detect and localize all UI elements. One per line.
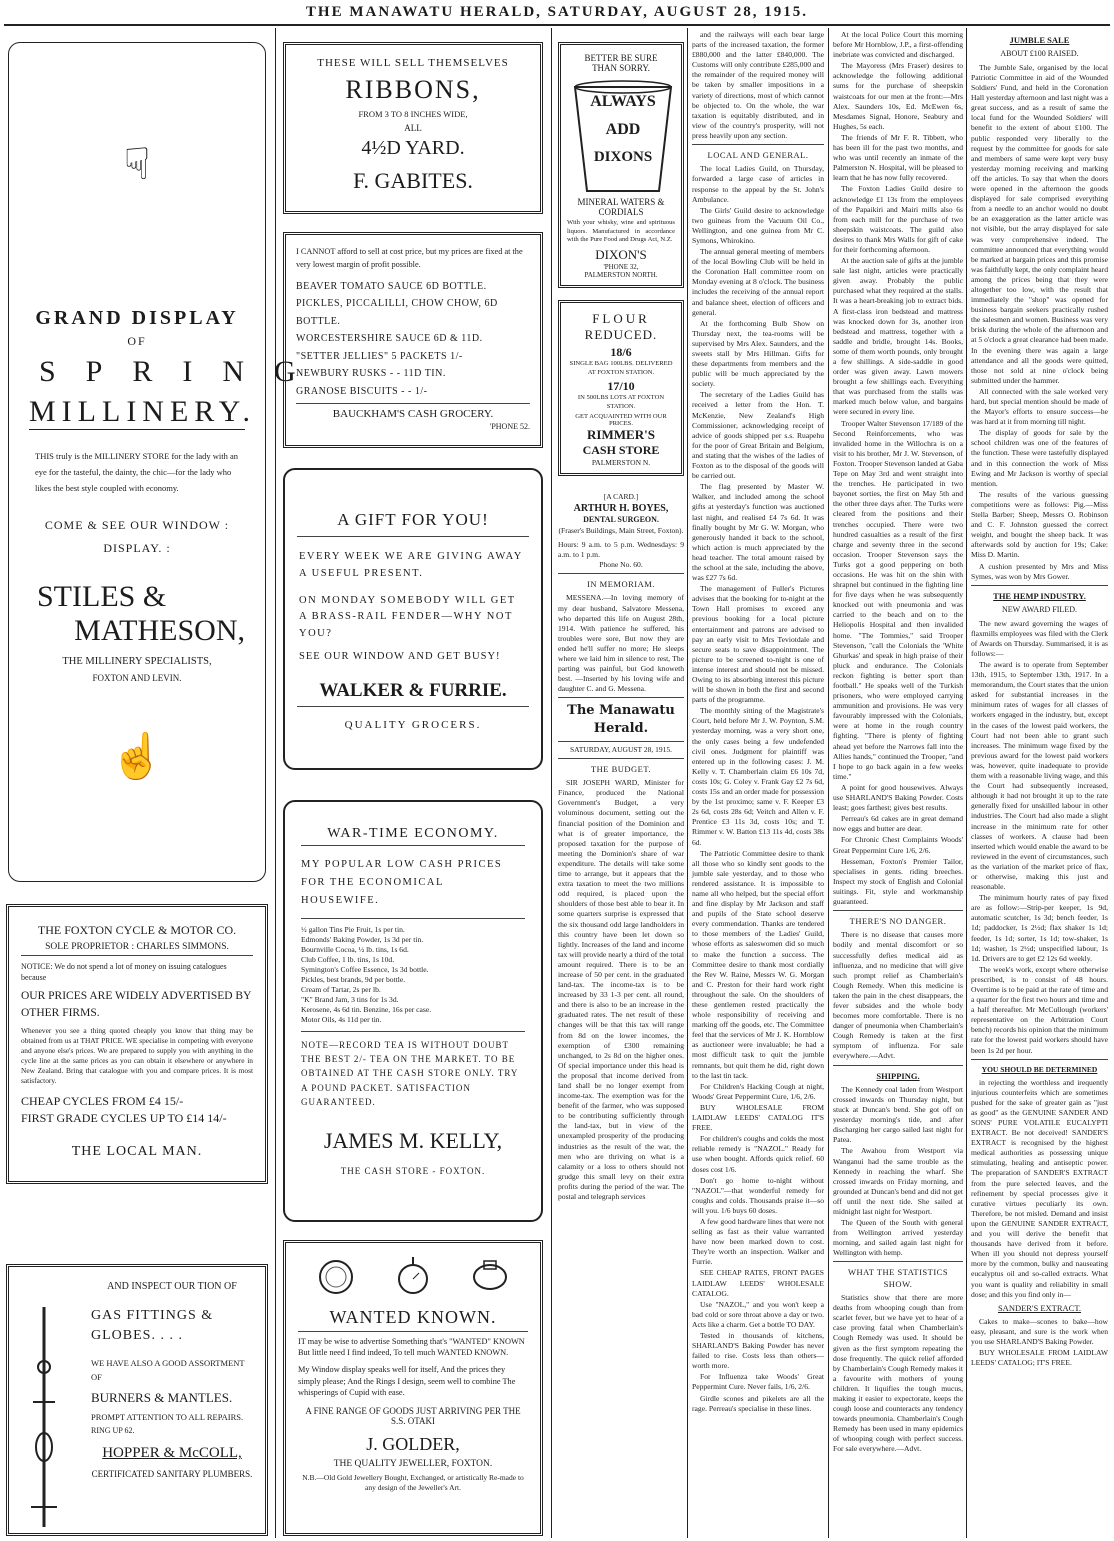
stiles-invite: COME & SEE OUR WINDOW : DISPLAY. : — [44, 518, 230, 556]
dixon-product: MINERAL WATERS & CORDIALS — [577, 197, 665, 217]
news-item: At the local Police Court this morning before Mr Hornblow, J.P., a first-offending inebriate was convicted and discharged. — [833, 30, 963, 60]
news-item: A point for good housewives. Always use SHARLAND'S Baking Powder. Costs least; goes farthest; gives best results. — [833, 782, 963, 813]
shipping-item: The Awahou from Westport via Wanganui had the same trouble as the Kennedy in reaching the wharf. She crossed inwards on Friday morning, and grounded at Duncan's bend and did not get off until the next tide. She sailed at midnight last night for Westport. — [833, 1146, 963, 1216]
gabites-name: F. GABITES. — [353, 168, 473, 193]
news-item: The Patriotic Committee desire to thank all those who so kindly sent goods to the jumble sale yesterday, and to those who rendered assistance. It is impossible to name all who helped, but the special effort and fine display by Mr Jackson and staff and pupils of the State school deserve every commendation. Thanks are tendered to those members of the Ladies' Guild, whose efforts as saleswomen did so much to make the function a success. The Committee desire to thank most cordially the Rev W. Raine, Messrs W. G. Morgan and C. Preston for their hard work right throughout the sale. On the shoulders of these gentlemen rested practically the whole responsibility of receiving and marking off the goods, etc. The Committee feel that the services of Mr J. K. Hornblow as auctioneer were invaluable; he had a most difficult task to quit the jumble remnants, but quit them he did, right down to the last tin tack. — [692, 848, 824, 1080]
kelly-note: NOTE—RECORD TEA IS WITHOUT DOUBT THE BEST 2/- TEA ON THE MARKET. TO BE OBTAINED AT THE CASH STORE ONLY. TRY A POUND PACKET. SATISFACTION GUARANTEED. — [301, 1039, 518, 1108]
hemp-heading: THE HEMP INDUSTRY. — [993, 590, 1086, 601]
price-item: Symington's Coffee Essence, 1s 3d bottle. — [301, 964, 429, 974]
golder-body: My Window display speaks well for itself, And the prices they simply please; And the Rings I design, seem well to combine The whisperings of Cupid with ease. — [298, 1365, 516, 1397]
glass-text-add: ADD — [605, 121, 641, 138]
column-6-text — [971, 30, 1108, 1536]
kelly-title: WAR-TIME ECONOMY. — [327, 826, 499, 841]
price-item: Kerosene, 4s 6d tin. Benzine, 16s per case. — [301, 1004, 432, 1014]
memoriam-title: IN MEMORIAM. — [587, 579, 655, 590]
golder-poem: IT may be wise to advertise Something that's "WANTED" KNOWN But little need I find indeed, To tell much WANTED KNOWN. — [298, 1337, 525, 1358]
sander-heading: YOU SHOULD BE DETERMINED — [981, 1064, 1098, 1074]
dixon-phone: 'PHONE 32, — [603, 262, 639, 271]
hemp-items — [971, 619, 1108, 1056]
rimmer-desc-2: IN 500LBS LOTS AT FOXTON STATION. — [577, 394, 665, 410]
cakes-body: Cakes to make—scones to bake—how easy, pleasant, and sure is the work when you use SHARLAND'S Baking Powder. — [971, 1316, 1108, 1347]
gabites-ribbons: RIBBONS, — [345, 75, 481, 104]
column-rule — [828, 28, 829, 1538]
hemp-subheading: NEW AWARD FILED. — [1002, 605, 1077, 614]
shipping-item: The Queen of the South with general from Wellington arrived yesterday morning, and sailed again last night for Wellington with hemp. — [833, 1218, 963, 1258]
news-item: Use "NAZOL," and you won't keep a bad cold or sore throat above a day or two. Acts like a charm. Get a bottle TO DAY. — [692, 1299, 824, 1329]
news-item: The friends of Mr F. R. Tibbett, who has been ill for the past two months, and who was until recently an inmate of the Palmerston N. Hospital, will be pleased to learn that he has now fully recovered. — [833, 132, 963, 183]
column-5-text — [833, 30, 963, 1536]
stiles-matheson-ad — [8, 42, 326, 882]
news-item: The Foxton Ladies Guild desire to acknowledge £1 13s from the employees of the Papaikiri and Mairi mills also 6s from each mill for the purchase of two sheepskin waistcoats. The guild also desires to thank Mrs Walls for gift of cake for their forthcoming afternoon. — [833, 184, 963, 254]
news-item: The monthly sitting of the Magistrate's Court, held before Mr J. W. Poynton, S.M. yesterday morning, was a very short one, the only cases being a few undefended civil ones. Judgment for plaintiff was entered up in the following cases: J. M. Kelly v. T. Chamberlain claim £6 10s 7d, costs 10s; G. Coley v. Frank Gay £2 7s 6d, costs 15s and an order made for possession by the 1st proximo; same v. F. Keeper £3 2s 6d, costs 28s 6d; Veitch and Allen v. F. Prentice £3 11s 3d, costs 10s; and T. Rimmer v. W. Batton £13 11s 4d, costs 38s 6d. — [692, 706, 824, 847]
danger-heading: THERE'S NO DANGER. — [849, 916, 947, 927]
masthead: THE MANAWATU HERALD, SATURDAY, AUGUST 28, 1915. — [305, 4, 809, 20]
news-item: The local Ladies Guild, on Thursday, forwarded a large case of articles in response to the appeal by the St. John's Ambulance. — [692, 164, 824, 204]
news-item: Girdle scones and pikelets are all the rage. Perreau's specialise in these lines. — [692, 1393, 824, 1413]
col5-news-items — [833, 30, 963, 907]
bauckham-phone: 'PHONE 52. — [489, 422, 530, 432]
shipping-item: The Kennedy coal laden from Westport crossed inwards on Thursday night, but stuck at Duncan's bend. She got off on yesterday morning's tide, and after discharging her cargo sailed last night for Patea. — [833, 1084, 963, 1145]
news-item: The Girls' Guild desire to acknowledge two guineas from the Vacuum Oil Co., Wellington, and one guinea from Mr C. Symons, Whirokino. — [692, 205, 824, 245]
hopper-trade: CERTIFICATED SANITARY PLUMBERS. — [91, 1469, 253, 1480]
walker-body-2: ON MONDAY SOMEBODY WILL GET A BRASS-RAIL FENDER—WHY NOT YOU? — [299, 594, 516, 640]
divider — [833, 1261, 963, 1262]
jewellery-illustration — [298, 1253, 528, 1301]
price-item: Motor Oils, 4s 11d per tin. — [301, 1014, 382, 1024]
price-item: PICKLES, PICCALILLI, CHOW CHOW, 6D BOTTLE. — [296, 298, 498, 327]
price-item: Bournville Cocoa, ½ lb. tins, 1s 6d. — [301, 944, 409, 954]
price-item: BEAVER TOMATO SAUCE 6D BOTTLE. — [296, 280, 487, 292]
cycle-offer-1: CHEAP CYCLES FROM £4 15/- — [21, 1094, 184, 1108]
rimmer-title-2: REDUCED. — [584, 327, 658, 342]
news-item: For Chronic Chest Complaints Woods' Great Peppermint Cure 1/6, 2/6. — [833, 835, 963, 855]
shipping-heading: SHIPPING. — [876, 1070, 920, 1081]
divider — [833, 910, 963, 911]
news-item: For Children's Hacking Cough at night, Woods' Great Peppermint Cure, 1/6, 2/6. — [692, 1081, 824, 1101]
cycle-footer: THE LOCAL MAN. — [71, 1144, 203, 1159]
golder-note: N.B.—Old Gold Jewellery Bought, Exchanged, or artistically Re-made to any design of the Jeweller's Art. — [302, 1472, 524, 1493]
stiles-tagline: THE MILLINERY SPECIALISTS, — [62, 656, 212, 668]
gabites-ad — [283, 42, 543, 214]
news-item: SEE CHEAP RATES, FRONT PAGES LAIDLAW LEEDS' WHOLESALE CATALOG. — [692, 1268, 824, 1298]
news-item: All connected with the sale worked very hard, but special mention should be made of the Mayor's efforts to ensure success—he was hard at it from morning till night. — [971, 386, 1108, 427]
golder-title: WANTED KNOWN. — [329, 1307, 497, 1327]
walker-title: A GIFT FOR YOU! — [337, 510, 489, 529]
budget-body: SIR JOSEPH WARD, Minister for Finance, produced the National Government's Budget, a very voluminous document, setting out the financial position of the Dominion and what is of greater importance, the proposed taxation for the purpose of meeting the Dominion's share of war expenditure. The details will take some time to arrange, but it appears that the extra taxation to meet the two millions odd required, is placed upon the shoulders of those best able to bear it. In some quarters surprise is expressed that the six thousand odd large landholders in this country have been let down so lightly. Increases of the land and income tax will provide nearly a third of the total amount required. There is to be an increase of 50 per cent. in the graduated land-tax. The income-tax is to be increased by 33 1-3 per cent. all round, and there is also to be an increase in the graduated rates. The net result of these changes will be that this tax will range from 8d on the lower incomes, the exemption of £300 remaining unchanged, to 2s 8d on the higher ones. Of special importance under this head is the proposal that income derived from land shall be no longer exempt from income-tax. The exemption was for the benefit of the farmer, who was supposed to be contributing sufficiently through the land-tax, but in view of the unexampled prosperity of the producing industries as the result of the war, the men who are thriving on what is a calamity or a loss to others should not grudge this small levy on their extra profits during the period of the war. The postal and telegraph services — [558, 778, 684, 1202]
jumble-heading: JUMBLE SALE — [1009, 35, 1070, 45]
cycle-title: THE FOXTON CYCLE & MOTOR CO. — [37, 923, 237, 937]
golder-name: J. GOLDER, — [366, 1433, 460, 1454]
rimmer-name-1: RIMMER'S — [587, 427, 655, 443]
cycle-offer-2: FIRST GRADE CYCLES UP TO £14 14/- — [21, 1111, 227, 1125]
boyes-label: [A CARD.] — [603, 492, 639, 501]
stiles-headline-millinery: MILLINERY. — [29, 395, 256, 428]
jumble-items — [971, 63, 1108, 582]
dixon-name: DIXON'S — [595, 246, 647, 262]
rimmer-acquainted: GET ACQUAINTED WITH OUR PRICES. — [575, 413, 667, 428]
news-item: A cushion presented by Mrs and Miss Symes, was won by Mrs Gower. — [971, 561, 1108, 581]
divider — [296, 403, 530, 404]
divider — [297, 706, 529, 707]
danger-body: There is no disease that causes more bodily and mental discomfort or so successfully defies medical aid as influenza, and no medicine that will give such prompt relief as Chamberlain's Cough Remedy. When this medicine is taken the pain in the chest disappears, the fever subsides and the whole body becomes more comfortable. There is no danger of pneumonia when Chamberlain's Cough Remedy is taken at the first symptom of influenza. For sale everywhere.—Advt. — [833, 930, 963, 1061]
masthead-rule — [4, 24, 1110, 26]
walker-body-1: EVERY WEEK WE ARE GIVING AWAY A USEFUL PRESENT. — [299, 551, 523, 579]
rimmer-title-1: FLOUR — [592, 311, 650, 326]
rimmer-ad — [558, 300, 684, 476]
pipe-fitting-illustration — [29, 1307, 59, 1527]
hopper-intro: AND INSPECT OUR TION OF — [107, 1281, 237, 1292]
rimmer-place: PALMERSTON N. — [591, 458, 651, 468]
column-rule — [687, 28, 688, 1538]
hopper-mccoll-ad — [6, 1264, 268, 1536]
gabites-price: 4½D YARD. — [361, 137, 465, 159]
pointing-hand-icon: ☝ — [109, 732, 165, 782]
divider — [297, 536, 529, 537]
news-item: The display of goods for sale by the school children was one of the features of the function. These were tastefully displayed and in this connection the work of Miss Ewing and Mr Jackson is worthy of special mention. — [971, 428, 1108, 488]
bauckham-ad — [283, 232, 543, 448]
walker-body-3: SEE OUR WINDOW AND GET BUSY! — [299, 650, 501, 662]
hopper-gas: GAS FITTINGS & GLOBES. . . . — [91, 1308, 214, 1343]
news-item: The secretary of the Ladies Guild has received a letter from the Hon. T. McKenzie, New Zealand's High Commissioner, acknowledging receipt of advice of goods shipped per s.s. Ruapehu for the poor of Great Britain and Belgium, and stating that the wishes of the ladies of Foxton as to the disposal of the goods will be carried out. — [692, 390, 824, 481]
herald-title: The Manawatu Herald. — [567, 703, 675, 736]
dixon-ad — [558, 42, 684, 288]
kelly-ad — [283, 800, 543, 1222]
stiles-headline: GRAND DISPLAY — [35, 307, 239, 329]
price-item: GRANOSE BISCUITS - - 1/- — [296, 385, 428, 397]
divider — [301, 918, 525, 919]
divider — [833, 1065, 963, 1066]
column-4-text — [692, 30, 824, 1536]
boyes-hours: Hours: 9 a.m. to 5 p.m. Wednesdays: 9 a.m. to 1 p.m. — [558, 539, 684, 559]
boyes-title: DENTAL SURGEON. — [583, 515, 659, 525]
statistics-heading: WHAT THE STATISTICS SHOW. — [847, 1267, 949, 1289]
bauckham-name: BAUCKHAM'S CASH GROCERY. — [332, 408, 494, 421]
stiles-headline-spring: SPRING — [39, 355, 326, 388]
budget-continued: and the railways will each bear large parts of the increased taxation, the former £880,000 and the latter £840,000. The Customs will only contribute £285,000 and the remainder of the required money will be taken by smaller impositions in a variety of directions, most of which cannot be objected to. On the whole, the war taxation is equitably distributed, and in view of the country's prosperity, will not press heavily upon any section. — [692, 30, 824, 140]
hopper-prompt: PROMPT ATTENTION TO ALL REPAIRS. — [91, 1412, 244, 1423]
rimmer-name-2: CASH STORE — [582, 443, 660, 458]
divider — [301, 845, 525, 846]
dixon-top-1: BETTER BE SURE — [584, 53, 658, 63]
local-general-heading: LOCAL AND GENERAL. — [707, 150, 809, 161]
price-item: Edmonds' Baking Powder, 1s 3d per tin. — [301, 934, 424, 944]
price-item: "SETTER JELLIES" 5 PACKETS 1/- — [296, 350, 463, 362]
price-item: NEWBURY RUSKS - - 11D TIN. — [296, 368, 446, 380]
rimmer-price-2: 17/10 — [607, 379, 635, 394]
golder-trade: THE QUALITY JEWELLER, FOXTON. — [333, 1458, 493, 1469]
divider — [301, 1031, 525, 1032]
hopper-name: HOPPER & McCOLL, — [102, 1445, 242, 1462]
stiles-places: FOXTON AND LEVIN. — [92, 673, 182, 684]
divider — [298, 1331, 528, 1332]
news-item: Hesseman, Foxton's Premier Tailor, specialises in gents. riding breeches. Inspect my stock of English and Colonial suitings. Fit, style and workmanship guaranteed. — [833, 856, 963, 906]
divider — [21, 955, 253, 956]
stiles-name-2: MATHESON, — [74, 614, 245, 648]
kelly-name: JAMES M. KELLY, — [323, 1127, 503, 1153]
golder-ad — [283, 1240, 543, 1536]
dixon-body: With your whisky, wine and spirituous liquors. Manufactured in accordance with the Pure Food and Drugs Act, N.Z. — [567, 219, 675, 244]
news-item: At the forthcoming Bulb Show on Thursday next, the tea-rooms will be supervised by Mrs Alex. Saunders, and the sweets stall by Mrs Hillman. Gifts for these departments from members and the public will be much appreciated by the society. — [692, 318, 824, 389]
news-item: BUY WHOLESALE FROM LAIDLAW LEEDS' CATALOG IT'S FREE. — [692, 1102, 824, 1133]
jumble-subheading: ABOUT £100 RAISED. — [1000, 49, 1079, 59]
glass-text-always: ALWAYS — [590, 93, 656, 110]
news-item: The minimum hourly rates of pay fixed are as follow:—Strip-per keeper, 1s 9d, automatic scutcher, 1s 3d; bench feeder, 1s 1d; paddocker, 1s 2½d; flax shaker 1s 1d; feeder, 1s 1d; sorter, 1s 1d; tow-shaker, 1s 1d; washer, 1s 2½d; unspecified labour, 1s 1d. Drivers are to get £2 12s 6d weekly. — [971, 893, 1108, 963]
news-item: The flag presented by Master W. Walker, and included among the school gifts at yesterday's function was auctioned last night, and realised £4 7s 6d. It was finally bought by Mr G. W. Morgan, who generously handed it back to the school, which action is much appreciated by the head teacher. The total amount raised by the school at the sale, including the above, was £27 7s 6d. — [692, 482, 824, 583]
drinking-glass-illustration — [567, 77, 675, 195]
divider — [971, 585, 1108, 586]
news-item: The Jumble Sale, organised by the local Patriotic Committee in aid of the Wounded Soldiers' Fund, and held in the Coronation Hall yesterday afternoon and last night was a great success, and as a result of same the local fund for the Wounded Soldiers' will benefit to the extent of about £100. The public responded very liberally to the request by the committee for goods for sale and members of same were kept very busy yesterday morning receiving and marking off the articles. To say that when the doors were opened in the afternoon the goods displayed for sale comprised everything from a needle to an anchor would no doubt be an exaggeration as the latter article was not visible, but the array displayed for sale was very comprehensive indeed. The committee announced that everything would be marked at bargain prices and this promise was faithfully kept, the only complaint heard among the prices being that they were altogether too low, with the result that immediately the "shop" was opened for business bargain seekers practically rushed the salesmen and women. Business was very brisk during the whole of the afternoon and at 5 o'clock a great clearance had been made. In the evening there was again a large attendance and all the goods were quitted, those not sold at nine o'clock being submitted under the hammer. — [971, 62, 1108, 385]
news-item: For children's coughs and colds the most reliable remedy is "NAZOL." Ready for use when bought. Affords quick relief. 60 doses cost 1/6. — [692, 1134, 824, 1174]
pointing-hand-icon: ☟ — [123, 140, 151, 189]
news-item: The Mayoress (Mrs Fraser) desires to acknowledge the following additional sums for the purchase of sheepskin waistcoats for our men at the front:—Mrs Alex. Saunders 10s, Ed. McEwen 6s, Mesdames Signal, Honore, Seabury and Hughes, 5s each. — [833, 61, 963, 131]
news-item: For Influenza take Woods' Great Peppermint Cure. Never fails, 1/6, 2/6. — [692, 1372, 824, 1392]
news-item: Trooper Walter Stevenson 17/189 of the Second Reinforcements, who was invalided home in the Willochra is on a visit to his brother, Mr J. W. Stevenson, of Foxton. Trooper Stevenson landed at Gaba Tepe on May 3rd and went straight into the trenches. He participated in two bayonet sorties, the first on May 5th and the other three days after. The Turks were cleared from the positions and their trenches occupied. There were two hundred casualties as a result of the first charge and seventy three in the second occasion. Trooper Stevenson says the Turks got a good peppering on both occasions. He was hit on the shin with shrapnel but continued in the fighting line for five days when he was subsequently knocked out with pneumonia and was carried to the beach and on to the Heliopolis Hospital and then invalided home. "The Tommies," said Trooper Stevenson, "call the Colonials the 'White Ghurkas' and speak in high praise of their pluck and endurance. The Colonials reckon fighting is better sport than football." He speaks well of the Turkish prisoners, who were employed carrying ammunition and provisions. He was very favourably impressed with the Colonials, were at home in the rough country fighting. "There is plenty of fighting ahead yet before the Narrows fall into the Allies hands," continued the Trooper, "and I hope to go back again in a few weeks time." — [833, 418, 963, 781]
bauckham-intro: I CANNOT afford to sell at cost price, but my prices are fixed at the very lowest margin of profit possible. — [296, 247, 523, 270]
kelly-footer: THE CASH STORE - FOXTON. — [340, 1165, 486, 1176]
column-3-text — [558, 492, 684, 1536]
news-item: The new award governing the wages of flaxmills employees was filed with the Clerk of Awards on Thursday. Summarised, it is as follows:— — [971, 618, 1108, 658]
news-item: At the auction sale of gifts at the jumble sale last night, articles were practically given away. Probably the public purchased what they required at the stalls. It was a heart-breaking job to extract bids. A first-class iron bedstead and mattress was knocked down for 3s, another iron bedstead and mattress, together with a saddle and bridle, brought 14s. Books, some of them worth pounds, only brought a few shillings. A side-saddle in good order was given away. Lawn mowers brought a few shillings each. Everything that was purchased from the stalls was marked much below value, and bargains were secured in every line. — [833, 256, 963, 417]
herald-date: SATURDAY, AUGUST 28, 1915. — [570, 744, 672, 754]
stiles-name: STILES & — [37, 580, 167, 614]
divider — [558, 741, 684, 742]
buy-wholesale: BUY WHOLESALE FROM LAIDLAW LEEDS' CATALOG; IT'S FREE. — [971, 1348, 1108, 1368]
walker-furrie-ad — [283, 468, 543, 770]
news-item: The award is to operate from September 13th, 1915, to September 13th, 1917. In a memorandum, the Court states that the union asked for substantial increases in the minimum rates of wages for all classes of workers engaged in the industry, but, except in the cases of the lowest paid workers, the Court had not been able to grant such increases. The minimum wage fixed by the previous award for the lowest paid workers was, however, quite inadequate to provide them with a reasonable living wage, and this the Court had subsequently increased, although it had not brought it up to the rate generally fixed for unskilled labour in other industries. The Court had also made a slight increase in the minimum rate for other classes of workers. A clause had been inserted which would enable the award to be reviewed in the event of circumstances, such as the variation of the market price of flax, or otherwise, making this just and reasonable. — [971, 660, 1108, 892]
column-rule — [551, 28, 552, 1538]
foxton-cycle-ad — [6, 904, 268, 1184]
price-item: Pickles, best brands, 9d per bottle. — [301, 974, 406, 984]
dixon-top-2: THAN SORRY. — [592, 63, 650, 73]
news-item: The week's work, except where otherwise prescribed, is to consist of 48 hours. Overtime is to be paid at the rate of time and a quarter for the first two hours and time and a half thereafter. Mr McCullough (workers' representative on the Arbitration Court bench) records his opinion that the minimum rate for the lowest paid workers should have been 1s 2d per hour. — [971, 964, 1108, 1055]
rimmer-price-1: 18/6 — [610, 345, 632, 359]
divider — [971, 1059, 1108, 1060]
local-general-items — [692, 164, 824, 1413]
sander-name: SANDER'S EXTRACT. — [997, 1302, 1082, 1313]
divider — [558, 697, 684, 698]
rimmer-desc-1: SINGLE BAG 100LBS. DELIVERED AT FOXTON STATION. — [569, 360, 673, 376]
walker-name: WALKER & FURRIE. — [319, 679, 507, 701]
news-item: A few good hardware lines that were not selling as fast as their value warranted have now been marked down to cost. They're worth an inspection. Walker and Furrie. — [692, 1216, 824, 1267]
column-rule — [275, 28, 276, 1538]
divider — [558, 573, 684, 574]
hopper-also: WE HAVE ALSO A GOOD ASSORTMENT OF — [91, 1358, 245, 1382]
price-item: "K" Brand Jam, 3 tins for 1s 3d. — [301, 994, 399, 1004]
news-item: The results of the various guessing competitions were as follows: Pig.—Miss Stella Barber; Sheep, Messrs O. Robinson and C. F. Johnston guessed the correct weight, and bought the sheep back. It was afterwards sold by auction for 19s; Cake: Miss D. Martin. — [971, 489, 1108, 560]
price-item: WORCESTERSHIRE SAUCE 6D & 11D. — [296, 333, 483, 345]
cycle-body: Whenever you see a thing quoted cheaply you know that thing may be obtained from us at THAT PRICE. WE specialise in competing with everyone and anyone else's prices. We are prepared to supply you with anything in the cycle line at the same prices as you can obtain it elsewhere or anywhere in New Zealand. Bring that catalogue with you and compare prices. It is most satisfactory. — [21, 1026, 253, 1086]
cycle-notice: NOTICE: We do not spend a lot of money on issuing catalogues because — [21, 962, 227, 982]
boyes-phone: Phone No. 60. — [599, 560, 643, 570]
boyes-name: ARTHUR H. BOYES, — [573, 502, 669, 514]
shipping-items — [833, 1085, 963, 1259]
news-item: Tested in thousands of kitchens, SHARLAND'S Baking Powder has never failed to rise. Costs less than others—worth more. — [692, 1331, 824, 1371]
boyes-address: (Fraser's Buildings, Main Street, Foxton). — [558, 525, 684, 535]
memoriam-body: MESSENA.—In loving memory of my dear husband, Salvatore Messena, who departed this life on August 28th, 1914. With patience he suffered, his troubles were sore, But now they are ended he'll suffer no more; He sleeps where we laid him in silence to rest, The parting was painful, but God knoweth best. —Inserted by his loving wife and daughter C. and G. Messena. — [558, 593, 684, 694]
price-item: ½ gallon Tins Pie Fruit, 1s per tin. — [301, 924, 405, 934]
cycle-prices: OUR PRICES ARE WIDELY ADVERTISED BY OTHER FIRMS. — [21, 989, 251, 1019]
gabites-all: ALL — [404, 123, 422, 133]
gabites-line-1: THESE WILL SELL THEMSELVES — [317, 57, 509, 69]
hopper-ring: RING UP 62. — [91, 1426, 135, 1436]
stiles-headline-of: OF — [127, 334, 147, 348]
news-item: The management of Fuller's Pictures advises that the booking for to-night at the Town Hall promises to exceed any previous booking for a local picture entertainment and patrons are advised to pay an early visit to Mrs Teviotdale and secure seats to save disappointment. The picture to be screened to-night is one of intense interest and should not be missed. Owing to its absorbing interest this picture will be shown in both the first and second parts of the programme. — [692, 584, 824, 705]
price-item: Club Coffee, 1 lb. tins, 1s 10d. — [301, 954, 395, 964]
kelly-price-list — [301, 925, 525, 1025]
divider — [692, 144, 824, 145]
column-rule — [966, 28, 967, 1538]
stiles-body: THIS truly is the MILLINERY STORE for the lady with an eye for the tasteful, the dainty, the chic—for the lady who likes the best style coupled with economy. — [35, 451, 239, 494]
glass-text-dixons: DIXONS — [593, 149, 653, 165]
news-item: The annual general meeting of members of the local Bowling Club will be held in the Coronation Hall committee room on Monday evening at 8 o'clock. The business includes the receiving of the annual report and balance sheet, election of officers and general. — [692, 247, 824, 317]
kelly-body: MY POPULAR LOW CASH PRICES FOR THE ECONOMICAL HOUSEWIFE. — [301, 859, 503, 906]
sander-body: in rejecting the worthless and irequently injurious counterfeits which are sometimes pushed for the sake of greater gain as "just as good" as the GENUINE SANDER AND SONS' PURE VOLATILE EUCALYPTI EXTRACT. Be not deceived! SANDER'S EXTRACT is recognised by the highest medical authorities as possessing unique stimulating, healing and antiseptic power. The preparation of SANDER'S EXTRACT from the pure selected leaves, and the refinement by special processes give it curative virtues peculiarly its own. Therefore, be not misled. Demand and insist upon the GENUINE SANDER EXTRACT, and you will derive the benefit that thousands have derived from it before. When ill you should not depress yourself more by the common, bulky and nauseating eucalyptus oil and so-called extracts. What you want is quality and reliability in small dose; and this you find only in— — [971, 1077, 1108, 1299]
news-item: Perreau's 6d cakes are in great demand now eggs and butter are dear. — [833, 814, 963, 834]
cycle-proprietor: SOLE PROPRIETOR : CHARLES SIMMONS. — [45, 942, 229, 952]
hopper-burners: BURNERS & MANTLES. — [91, 1390, 233, 1406]
divider — [558, 758, 684, 759]
dixon-place: PALMERSTON NORTH. — [584, 270, 658, 279]
bauckham-price-list — [296, 278, 530, 401]
news-item: Don't go home to-night without "NAZOL"—that wonderful remedy for coughs and colds. Thousands praise it—so will you. 1/6 buys 60 doses. — [692, 1175, 824, 1215]
budget-heading: THE BUDGET. — [590, 763, 652, 774]
statistics-body: Statistics show that there are more deaths from whooping cough than from scarlet fever, but we have yet to hear of a case proving fatal when Chamberlain's Cough Remedy was used. It should be given as the first symptom repeating the dose frequently. The quick relief afforded by Chamberlain's Cough Remedy makes it a favourite with mothers of young children. It liquifies the tough mucus, making it easier to expectorate, keeps the cough loose and counteracts any tendency towards pneumonia. Chamberlain's Cough Remedy has been used in many epidemics of whooping cough with perfect success. For sale everywhere.—Advt. — [833, 1293, 963, 1454]
gabites-widths: FROM 3 TO 8 INCHES WIDE, — [358, 109, 468, 119]
golder-arriving: A FINE RANGE OF GOODS JUST ARRIVING PER THE S.S. OTAKI — [305, 1405, 521, 1426]
price-item: Cream of Tartar, 2s per lb. — [301, 984, 381, 994]
walker-tagline: QUALITY GROCERS. — [344, 718, 482, 731]
